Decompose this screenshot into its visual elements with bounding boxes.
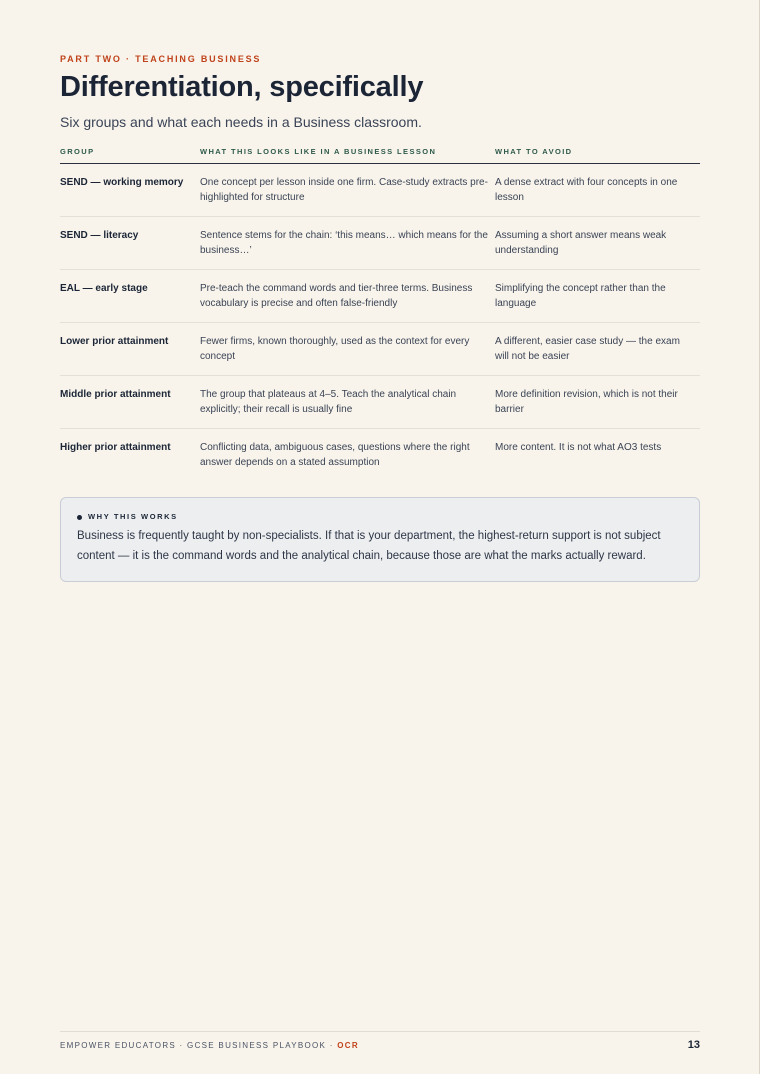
differentiation-table (60, 147, 700, 481)
row-looks-like: One concept per lesson inside one firm. Case-study extracts pre-highlighted for structure (200, 164, 495, 217)
callout-body: Business is frequently taught by non-specialists. If that is your department, the highest-return support is not subject content — it is the command words and the analytical chain, because those are what the marks actually reward. (77, 530, 661, 562)
row-looks-like: Fewer firms, known thoroughly, used as the context for every concept (200, 323, 495, 376)
table-header-row (60, 147, 700, 164)
page-footer (60, 1031, 700, 1051)
row-avoid: A dense extract with four concepts in one lesson (495, 164, 700, 217)
row-avoid: More definition revision, which is not their barrier (495, 376, 700, 429)
table-row (60, 429, 700, 482)
row-group: Lower prior attainment (60, 323, 200, 376)
row-looks-like: The group that plateaus at 4–5. Teach the analytical chain explicitly; their recall is usually fine (200, 376, 495, 429)
column-header-avoid: WHAT TO AVOID (495, 147, 700, 164)
row-avoid: Assuming a short answer means weak understanding (495, 217, 700, 270)
row-group: SEND — working memory (60, 164, 200, 217)
why-this-works-callout (60, 497, 700, 582)
table-row (60, 270, 700, 323)
table-row (60, 376, 700, 429)
table-row (60, 323, 700, 376)
footer-accent: OCR (337, 1041, 359, 1050)
row-looks-like: Conflicting data, ambiguous cases, questions where the right answer depends on a stated assumption (200, 442, 470, 468)
row-group: Higher prior attainment (60, 442, 171, 453)
page-subtitle: Six groups and what each needs in a Business classroom. (60, 114, 422, 130)
row-group: Middle prior attainment (60, 376, 200, 429)
row-group: EAL — early stage (60, 270, 200, 323)
section-kicker: PART TWO · TEACHING BUSINESS (60, 54, 262, 64)
column-header-group: GROUP (60, 147, 200, 164)
column-header-looks-like: WHAT THIS LOOKS LIKE IN A BUSINESS LESSON (200, 147, 495, 164)
page-title: Differentiation, specifically (60, 71, 424, 103)
row-avoid: Simplifying the concept rather than the language (495, 270, 700, 323)
footer-credit (60, 1040, 359, 1051)
callout-heading (77, 512, 683, 522)
row-looks-like: Sentence stems for the chain: ‘this means… which means for the business…’ (200, 217, 495, 270)
page-content (60, 54, 700, 582)
callout-label: WHY THIS WORKS (88, 512, 178, 521)
row-avoid: A different, easier case study — the exam will not be easier (495, 323, 700, 376)
row-group: SEND — literacy (60, 217, 200, 270)
footer-text: EMPOWER EDUCATORS · GCSE BUSINESS PLAYBOOK · (60, 1041, 338, 1050)
bullet-dot-icon (77, 515, 82, 520)
table-row (60, 217, 700, 270)
row-looks-like: Pre-teach the command words and tier-three terms. Business vocabulary is precise and often false-friendly (200, 270, 495, 323)
table-row (60, 164, 700, 217)
row-avoid: More content. It is not what AO3 tests (495, 442, 662, 453)
page-number: 13 (687, 1039, 700, 1051)
